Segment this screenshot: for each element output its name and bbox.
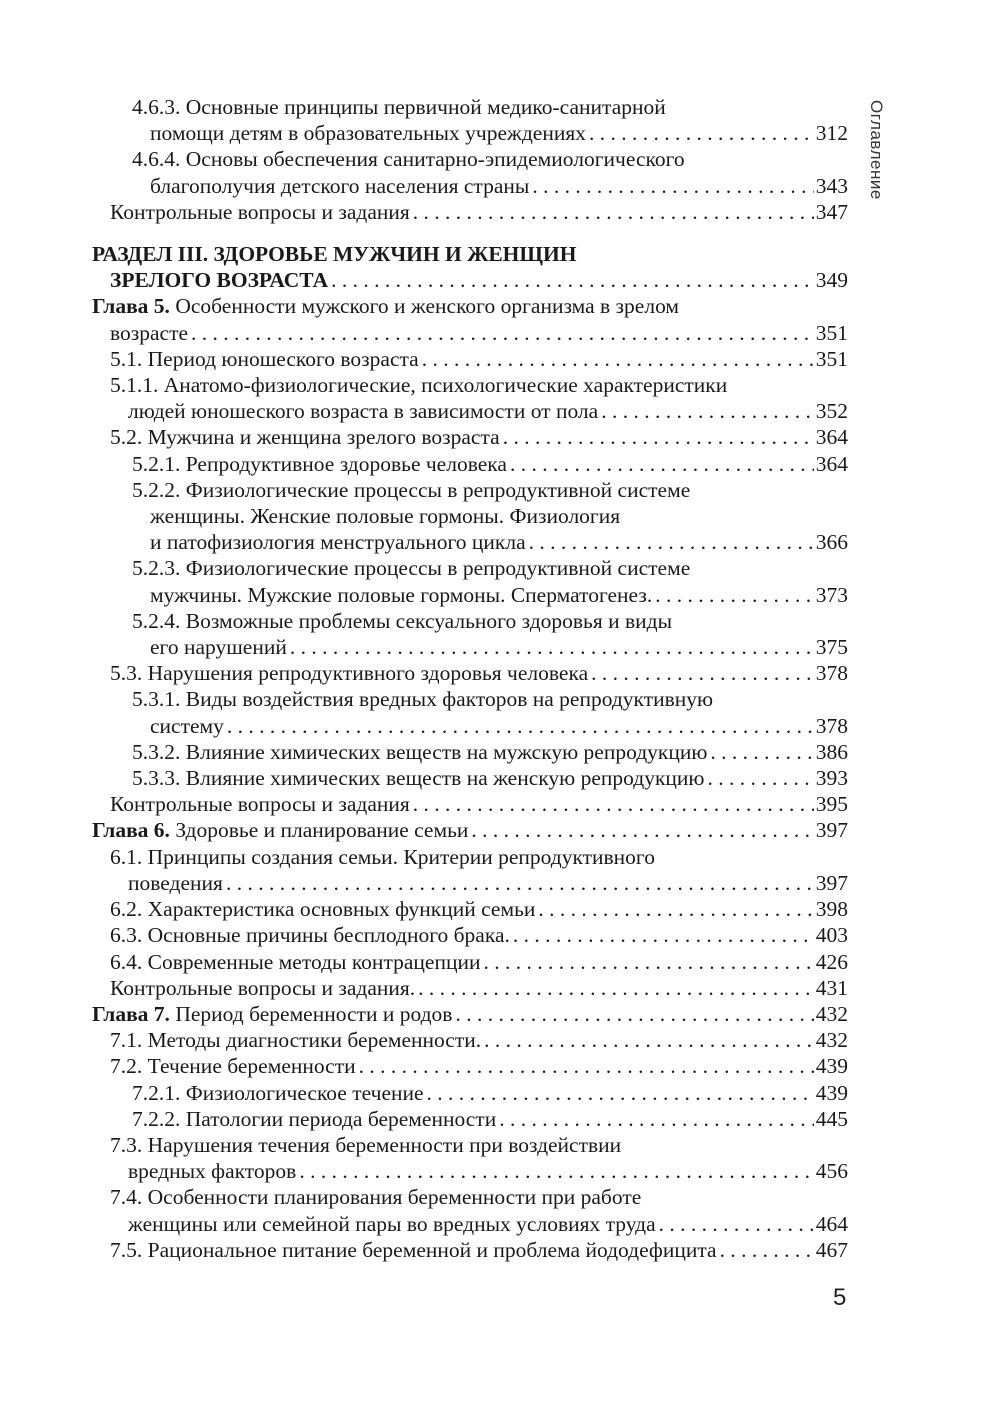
dot-leader xyxy=(513,922,814,948)
toc-entry-title-line: 4.6.4. Основы обеспечения санитарно-эпидемиологического xyxy=(132,147,685,172)
dot-leader xyxy=(538,896,813,922)
toc-page-number: 445 xyxy=(815,1106,848,1131)
toc-entry-title: вредных факторов xyxy=(128,1159,297,1184)
toc-page-number: 351 xyxy=(815,320,848,345)
toc-entry-title: ЗРЕЛОГО ВОЗРАСТА xyxy=(110,268,329,293)
toc-entry xyxy=(132,686,848,738)
toc-entry xyxy=(110,949,848,975)
toc-page-number: 456 xyxy=(815,1159,848,1184)
dot-leader xyxy=(510,451,814,477)
toc-page-number: 432 xyxy=(815,1001,848,1026)
toc-page-number: 375 xyxy=(815,635,848,660)
toc-entry xyxy=(110,199,848,225)
toc-page-number: 386 xyxy=(815,739,848,764)
toc-page-number: 373 xyxy=(815,582,848,607)
toc-entry-title-line: 5.2.3. Физиологические процессы в репродуктивной системе xyxy=(132,556,691,581)
toc-entry xyxy=(132,739,848,765)
toc-entry-title: 5.3. Нарушения репродуктивного здоровья человека xyxy=(110,661,589,686)
toc-entry xyxy=(110,922,848,948)
toc-page-number: 378 xyxy=(815,713,848,738)
dot-leader xyxy=(503,424,814,450)
toc-entry-title-line: женщины. Женские половые гормоны. Физиология xyxy=(150,504,621,529)
toc-page-number: 397 xyxy=(815,818,848,843)
toc-entry-title: 6.3. Основные причины бесплодного брака. xyxy=(110,923,510,948)
toc-page-number: 431 xyxy=(815,975,848,1000)
toc-entry xyxy=(92,293,848,345)
dot-leader xyxy=(483,949,813,975)
toc-entry-title: 5.3.3. Влияние химических веществ на женскую репродукцию xyxy=(132,766,705,791)
toc-entry-title: женщины или семейной пары во вредных условиях труда xyxy=(128,1211,656,1236)
toc-entry-title: и патофизиология менструального цикла xyxy=(150,530,526,555)
toc-entry xyxy=(110,1132,848,1184)
toc-page-number: 312 xyxy=(815,121,848,146)
toc-entry-title: 7.2.1. Физиологическое течение xyxy=(132,1080,424,1105)
toc-entry-title: 7.1. Методы диагностики беременности. xyxy=(110,1028,482,1053)
toc-page-number: 349 xyxy=(815,268,848,293)
dot-leader xyxy=(529,529,814,555)
toc-entry-title: возрасте xyxy=(110,320,189,345)
dot-leader xyxy=(290,634,814,660)
toc-page-number: 393 xyxy=(815,766,848,791)
toc-entry xyxy=(132,146,848,198)
toc-entry xyxy=(92,241,848,293)
toc-page-number: 378 xyxy=(815,661,848,686)
toc-entry xyxy=(132,451,848,477)
toc-entry-title: Контрольные вопросы и задания. xyxy=(110,975,416,1000)
toc-entry-title-line: 7.4. Особенности планирования беременности при работе xyxy=(110,1185,642,1210)
toc-entry-title-line: РАЗДЕЛ III. ЗДОРОВЬЕ МУЖЧИН И ЖЕНЩИН xyxy=(92,242,577,267)
toc-page-number: 464 xyxy=(815,1211,848,1236)
toc-entry-title: 5.1. Период юношеского возраста xyxy=(110,346,419,371)
dot-leader xyxy=(710,739,813,765)
toc-entry-title: 6.4. Современные методы контрацепции xyxy=(110,949,481,974)
dot-leader xyxy=(499,1106,814,1132)
dot-leader xyxy=(659,1211,814,1237)
dot-leader xyxy=(413,199,814,225)
dot-leader xyxy=(422,346,814,372)
dot-leader xyxy=(413,791,814,817)
dot-leader xyxy=(720,1237,814,1263)
toc-entry-title: Контрольные вопросы и задания xyxy=(110,199,410,224)
toc-entry-title: поведения xyxy=(128,870,223,895)
dot-leader xyxy=(708,765,814,791)
toc-page-number: 439 xyxy=(815,1054,848,1079)
toc-entry-title-line: 5.3.1. Виды воздействия вредных факторов на репродуктивную xyxy=(132,687,714,712)
toc-entry-title-line: 5.2.2. Физиологические процессы в репродуктивной системе xyxy=(132,477,691,502)
toc-entry xyxy=(110,660,848,686)
toc-entry-title-line: Особенности мужского и женского организма в зрелом xyxy=(175,294,680,319)
toc-entry-title: людей юношеского возраста в зависимости от пола xyxy=(128,399,599,424)
toc-entry xyxy=(132,94,848,146)
toc-page-number: 352 xyxy=(815,399,848,424)
dot-leader xyxy=(191,320,814,346)
toc-entry xyxy=(110,1184,848,1236)
toc-page-number: 467 xyxy=(815,1237,848,1262)
running-header: Оглавление xyxy=(867,100,886,200)
chapter-label: Глава 6. xyxy=(92,818,170,843)
toc-entry-title: систему xyxy=(150,713,224,738)
toc-entry xyxy=(110,346,848,372)
dot-leader xyxy=(589,120,814,146)
toc-entry xyxy=(132,608,848,660)
dot-leader xyxy=(484,1027,814,1053)
toc-page-number: 364 xyxy=(815,425,848,450)
dot-leader xyxy=(299,1158,813,1184)
toc-entry-title: Период беременности и родов xyxy=(175,1001,453,1026)
dot-leader xyxy=(227,713,814,739)
toc-entry-title: 5.2.1. Репродуктивное здоровье человека xyxy=(132,451,507,476)
toc-entry-title-line: 5.1.1. Анатомо-физиологические, психологические характеристики xyxy=(110,373,728,398)
toc-page-number: 351 xyxy=(815,346,848,371)
toc-entry xyxy=(110,424,848,450)
toc-entry xyxy=(110,791,848,817)
page-number: 5 xyxy=(833,1284,847,1311)
toc-entry-title: 7.5. Рациональное питание беременной и проблема йододефицита xyxy=(110,1237,717,1262)
toc-page-number: 439 xyxy=(815,1080,848,1105)
toc-page-number: 366 xyxy=(815,530,848,555)
dot-leader xyxy=(471,817,813,843)
toc-entry xyxy=(110,372,848,424)
chapter-label: Глава 7. xyxy=(92,1001,170,1026)
toc-entry-title-line: 7.3. Нарушения течения беременности при воздействии xyxy=(110,1132,622,1157)
dot-leader xyxy=(359,1053,814,1079)
toc-entry-title: мужчины. Мужские половые гормоны. Сперматогенез. xyxy=(150,582,653,607)
toc-page-number: 347 xyxy=(815,199,848,224)
toc-entry xyxy=(132,765,848,791)
toc-entry xyxy=(110,1027,848,1053)
toc-page-number: 426 xyxy=(815,949,848,974)
toc-entry xyxy=(92,1001,848,1027)
dot-leader xyxy=(331,267,814,293)
toc-entry-title: 7.2.2. Патологии периода беременности xyxy=(132,1106,497,1131)
dot-leader xyxy=(655,582,814,608)
toc-entry xyxy=(110,1237,848,1263)
toc-page-number: 397 xyxy=(815,870,848,895)
toc-entry xyxy=(110,1053,848,1079)
toc-page-number: 432 xyxy=(815,1028,848,1053)
toc-entry-title-line: 6.1. Принципы создания семьи. Критерии репродуктивного xyxy=(110,844,655,869)
toc-entry-title: его нарушений xyxy=(150,635,287,660)
toc-entry-title: 5.3.2. Влияние химических веществ на мужскую репродукцию xyxy=(132,739,708,764)
dot-leader xyxy=(591,660,814,686)
toc-entry-title-line: 5.2.4. Возможные проблемы сексуального здоровья и виды xyxy=(132,608,673,633)
toc-entry-title: Контрольные вопросы и задания xyxy=(110,792,410,817)
toc-entry-title: благополучия детского населения страны xyxy=(150,173,530,198)
toc-page-number: 398 xyxy=(815,897,848,922)
toc-entry xyxy=(132,477,848,556)
toc-entry xyxy=(110,896,848,922)
dot-leader xyxy=(601,398,814,424)
toc-page-number: 364 xyxy=(815,451,848,476)
dot-leader xyxy=(226,870,814,896)
toc-entry xyxy=(92,817,848,843)
toc-entry xyxy=(132,1106,848,1132)
toc-entry xyxy=(110,975,848,1001)
dot-leader xyxy=(427,1080,814,1106)
toc-entry-title: 5.2. Мужчина и женщина зрелого возраста xyxy=(110,425,500,450)
toc-entry xyxy=(132,1080,848,1106)
toc-entry xyxy=(110,844,848,896)
toc-entry-title: помощи детям в образовательных учреждениях xyxy=(150,121,586,146)
dot-leader xyxy=(532,173,813,199)
dot-leader xyxy=(418,975,814,1001)
toc-entry-title: Здоровье и планирование семьи xyxy=(175,818,469,843)
toc-entry-title: 7.2. Течение беременности xyxy=(110,1054,356,1079)
dot-leader xyxy=(455,1001,813,1027)
toc-page-number: 403 xyxy=(815,923,848,948)
chapter-label: Глава 5. xyxy=(92,294,170,319)
toc-page-number: 395 xyxy=(815,792,848,817)
toc-entry-title: 6.2. Характеристика основных функций семьи xyxy=(110,897,536,922)
toc-page-number: 343 xyxy=(815,173,848,198)
toc-entry xyxy=(132,555,848,607)
toc-entry-title-line: 4.6.3. Основные принципы первичной медико-санитарной xyxy=(132,95,666,119)
table-of-contents xyxy=(92,94,848,1263)
